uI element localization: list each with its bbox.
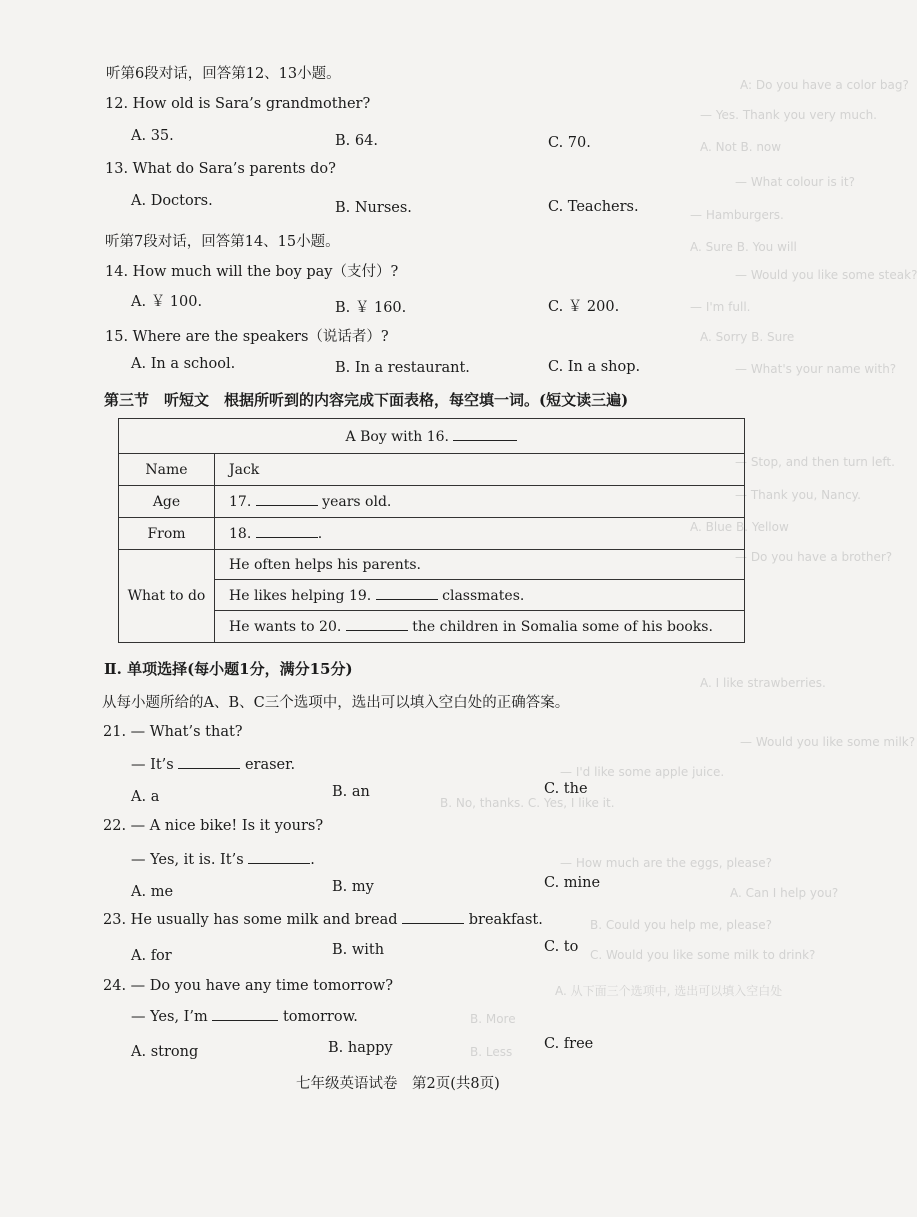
q12-option-c[interactable]: C. 70. [548, 135, 591, 151]
question-23: 23. He usually has some milk and bread breakfast. [103, 912, 543, 928]
question-number: 24. [103, 978, 127, 994]
question-number: 15. [105, 329, 129, 345]
q13-option-c[interactable]: C. Teachers. [548, 199, 639, 215]
dialogue-6-header: 听第6段对话，回答第12、13小题。 [106, 66, 341, 82]
todo-2: He likes helping 19. classmates. [215, 580, 745, 611]
question-number: 22. [103, 818, 127, 834]
name-label: Name [119, 454, 215, 486]
question-12 [105, 96, 370, 112]
table-title: A Boy with 16. [119, 419, 745, 454]
q21-option-b[interactable]: B. an [332, 784, 370, 800]
question-text: — A nice bike! Is it yours? [130, 818, 324, 834]
q23-option-c[interactable]: C. to [544, 939, 579, 955]
q15-option-a[interactable]: A. In a school. [131, 356, 236, 372]
section-3-title: 第三节 听短文 根据所听到的内容完成下面表格，每空填一词。(短文读三遍) [104, 391, 629, 409]
question-text: How old is Sara’s grandmother? [132, 96, 371, 112]
question-13 [105, 161, 336, 177]
q23-option-a[interactable]: A. for [131, 948, 172, 964]
blank-21[interactable] [178, 756, 240, 769]
from-label: From [119, 518, 215, 550]
blank-18[interactable] [256, 525, 318, 538]
q15-option-c[interactable]: C. In a shop. [548, 359, 641, 375]
todo-1: He often helps his parents. [215, 550, 745, 580]
question-number: 13. [105, 161, 129, 177]
page-footer: 七年级英语试卷 第2页(共8页) [296, 1076, 500, 1092]
question-number: 21. [103, 724, 127, 740]
question-number: 12. [105, 96, 129, 112]
question-text: Where are the speakers（说话者）? [132, 329, 389, 345]
q14-option-c[interactable]: C. ￥ 200. [548, 299, 620, 315]
q13-option-b[interactable]: B. Nurses. [335, 200, 412, 216]
q21-option-a[interactable]: A. a [131, 789, 160, 805]
question-text: How much will the boy pay（支付）? [132, 264, 399, 280]
question-21 [103, 724, 243, 740]
dialogue-7-header: 听第7段对话，回答第14、15小题。 [105, 234, 340, 250]
question-22 [103, 818, 323, 834]
blank-19[interactable] [376, 587, 438, 600]
q24-option-a[interactable]: A. strong [131, 1044, 199, 1060]
q23-option-b[interactable]: B. with [332, 942, 385, 958]
q13-option-a[interactable]: A. Doctors. [131, 193, 213, 209]
listening-table [118, 418, 745, 643]
from-row: 18. . [215, 518, 745, 550]
question-number: 14. [105, 264, 129, 280]
blank-20[interactable] [346, 618, 408, 631]
q15-option-b[interactable]: B. In a restaurant. [335, 360, 470, 376]
age-label: Age [119, 486, 215, 518]
q14-option-a[interactable]: A. ￥ 100. [131, 294, 203, 310]
question-text: What do Sara’s parents do? [132, 161, 336, 177]
blank-22[interactable] [248, 851, 310, 864]
q24-response: — Yes, I’m tomorrow. [131, 1009, 358, 1025]
q21-response: — It’s eraser. [131, 757, 296, 773]
age-row: 17. years old. [215, 486, 745, 518]
q12-option-b[interactable]: B. 64. [335, 133, 378, 149]
part-2-instruction: 从每小题所给的A、B、C三个选项中，选出可以填入空白处的正确答案。 [102, 695, 570, 711]
question-14 [105, 260, 398, 281]
question-number: 23. [103, 912, 127, 928]
blank-16[interactable] [453, 428, 517, 441]
blank-17[interactable] [256, 493, 318, 506]
what-to-do-label: What to do [119, 550, 215, 643]
q22-option-a[interactable]: A. me [131, 884, 174, 900]
todo-3: He wants to 20. the children in Somalia some of his books. [215, 611, 745, 643]
part-2-title: Ⅱ. 单项选择(每小题1分，满分15分) [104, 660, 353, 678]
q22-response: — Yes, it is. It’s . [131, 852, 315, 868]
blank-23[interactable] [402, 911, 464, 924]
q21-option-c[interactable]: C. the [544, 781, 588, 797]
question-24 [103, 978, 393, 994]
q14-option-b[interactable]: B. ￥ 160. [335, 300, 407, 316]
blank-24[interactable] [212, 1008, 278, 1021]
q12-option-a[interactable]: A. 35. [131, 128, 174, 144]
q24-option-b[interactable]: B. happy [328, 1040, 393, 1056]
name-value: Jack [215, 454, 745, 486]
question-text: — Do you have any time tomorrow? [130, 978, 393, 994]
q22-option-c[interactable]: C. mine [544, 875, 601, 891]
q22-option-b[interactable]: B. my [332, 879, 374, 895]
question-15 [105, 325, 389, 346]
q24-option-c[interactable]: C. free [544, 1036, 594, 1052]
question-text: — What’s that? [130, 724, 243, 740]
